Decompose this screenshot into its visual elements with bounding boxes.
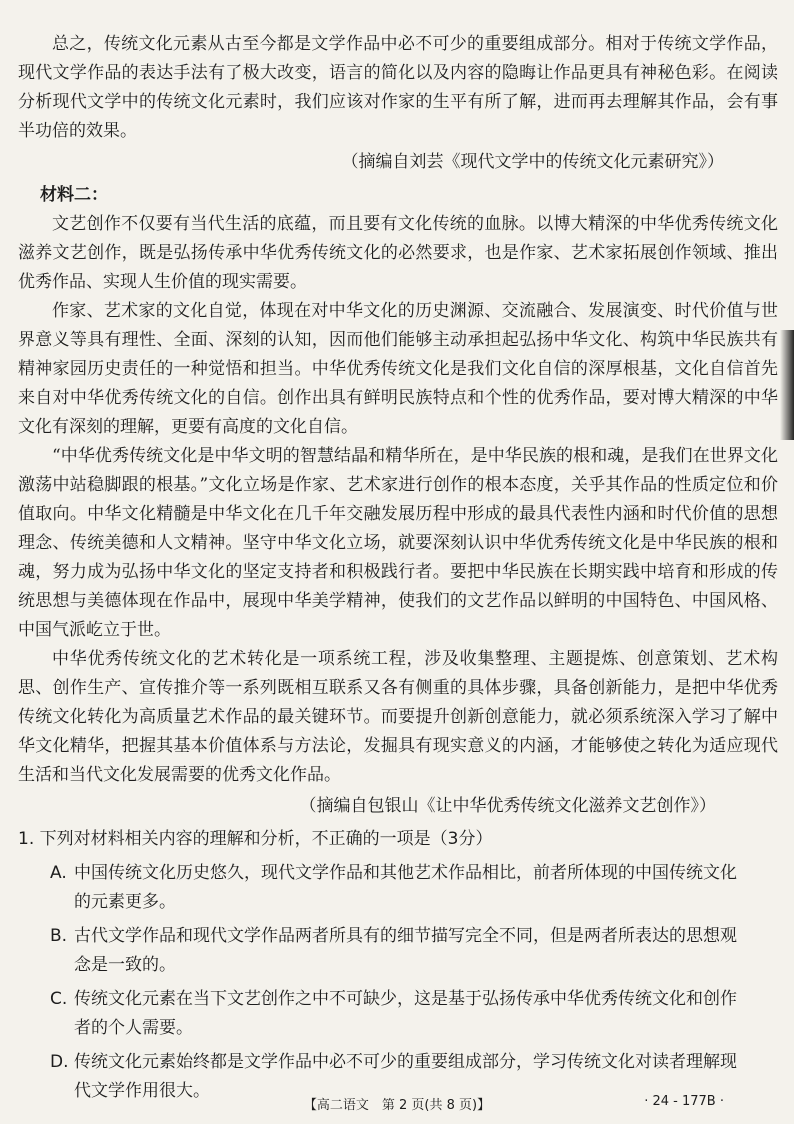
material-2-paragraph-3: “中华优秀传统文化是中华文明的智慧结晶和精华所在，是中华民族的根和魂，是我们在世界文化激荡中站稳脚跟的根基。”文化立场是作家、艺术家进行创作的根本态度，关乎其作品的性质定位和价值取向。中华文化精髓是中华文化在几千年交融发展历程中形成的最具代表性内涵和时代价值的思想理念、传统美德和人文精神。坚守中华文化立场，就要深刻认识中华优秀传统文化是中华民族的根和魂，努力成为弘扬中华文化的坚定支持者和积极践行者。要把中华民族在长期实践中培育和形成的传统思想与美德体现在作品中，展现中华美学精神，使我们的文艺作品以鲜明的中国特色、中国风格、中国气派屹立于世。 [18,446,778,640]
footer-exam-code: · 24 - 177B · [644,1094,724,1109]
option-a-text: 中国传统文化历史悠久，现代文学作品和其他艺术作品相比，前者所体现的中国传统文化的元素更多。 [74,863,737,912]
question-1-stem: 1. 下列对材料相关内容的理解和分析，不正确的一项是（3分） [18,829,493,849]
material-2-paragraph-2: 作家、艺术家的文化自觉，体现在对中华文化的历史渊源、交流融合、发展演变、时代价值与世界意义等具有理性、全面、深刻的认知，因而他们能够主动承担起弘扬中华文化、构筑中华民族共有精神家园历史责任的一种觉悟和担当。中华优秀传统文化是我们文化自信的深厚根基，文化自信首先来自对中华优秀传统文化的自信。创作出具有鲜明民族特点和个性的优秀作品，要对博大精深的中华文化有深刻的理解，更要有高度的文化自信。 [18,301,778,437]
source-citation-1: （摘编自刘芸《现代文学中的传统文化元素研究》） [341,152,724,172]
option-b-letter: B. [50,926,68,946]
material-2-heading: 材料二： [40,185,108,205]
option-c-letter: C. [50,989,68,1009]
material-2-paragraph-4: 中华优秀传统文化的艺术转化是一项系统工程，涉及收集整理、主题提炼、创意策划、艺术构思、创作生产、宣传推介等一系列既相互联系又各有侧重的具体步骤，具备创新能力，是把中华优秀传统文化转化为高质量艺术作品的最关键环节。而要提升创新创意能力，就必须系统深入学习了解中华文化精华，把握其基本价值体系与方法论，发掘具有现实意义的内涵，才能够使之转化为适应现代生活和当代文化发展需要的优秀文化作品。 [18,649,778,785]
page-content [18,30,778,1106]
footer-page-info: 【高二语文 第 2 页(共 8 页)】 [303,1098,491,1113]
option-d-letter: D. [50,1052,69,1072]
source-citation-2: （摘编自包银山《让中华优秀传统文化滋养文艺创作》） [299,796,716,816]
paragraph-summary: 总之，传统文化元素从古至今都是文学作品中必不可少的重要组成部分。相对于传统文学作品，现代文学作品的表达手法有了极大改变，语言的简化以及内容的隐晦让作品更具有神秘色彩。在阅读分析现代文学中的传统文化元素时，我们应该对作家的生平有所了解，进而再去理解其作品，会有事半功倍的效果。 [18,34,778,141]
option-b [18,922,778,980]
option-b-text: 古代文学作品和现代文学作品两者所具有的细节描写完全不同，但是两者所表达的思想观念是一致的。 [74,926,737,975]
option-d-text: 传统文化元素始终都是文学作品中必不可少的重要组成部分，学习传统文化对读者理解现代文学作用很大。 [74,1052,737,1101]
scan-shadow [780,330,794,440]
material-2-paragraph-1: 文艺创作不仅要有当代生活的底蕴，而且要有文化传统的血脉。以博大精深的中华优秀传统文化滋养文艺创作，既是弘扬传承中华优秀传统文化的必然要求，也是作家、艺术家拓展创作领域、推出优秀作品、实现人生价值的现实需要。 [18,214,778,292]
option-a [18,859,778,917]
option-c-text: 传统文化元素在当下文艺创作之中不可缺少，这是基于弘扬传承中华优秀传统文化和创作者的个人需要。 [74,989,737,1038]
option-a-letter: A. [50,863,67,883]
page-footer [0,1092,794,1116]
option-c [18,985,778,1043]
